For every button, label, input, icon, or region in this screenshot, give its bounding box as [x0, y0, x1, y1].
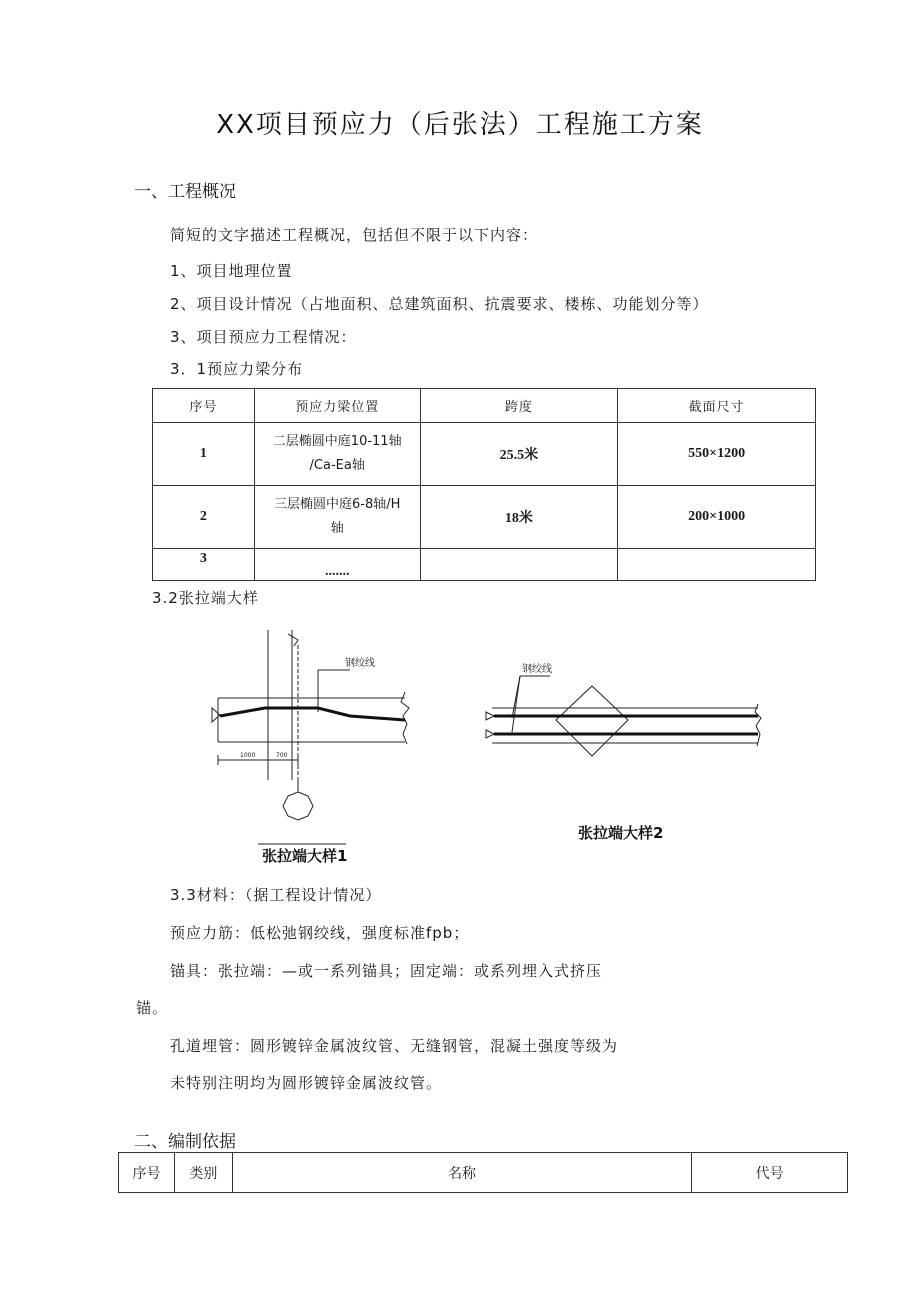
- materials-line: 未特别注明均为圆形镀锌金属波纹管。: [170, 1074, 443, 1092]
- beam-table: [152, 388, 816, 581]
- beam-location-line: 二层椭圆中庭10-11轴: [272, 434, 402, 449]
- beam-location-line: 轴: [330, 521, 344, 536]
- section-2-heading: 二、编制依据: [134, 1132, 236, 1152]
- header-cell: 跨度: [420, 389, 618, 423]
- figure-2-caption: 张拉端大样2: [578, 824, 664, 842]
- anchor-symbol: [212, 708, 220, 722]
- anchor-symbol: [486, 730, 494, 738]
- materials-line: 预应力筋：低松弛钢绞线，强度标准fpb；: [170, 924, 470, 942]
- dimension-label: 700: [276, 752, 288, 759]
- break-mark: [755, 704, 761, 746]
- header-cell: 预应力梁位置: [254, 389, 420, 423]
- beam-span: [420, 549, 618, 581]
- beam-location: .......: [254, 549, 420, 581]
- row-number: 1: [153, 423, 255, 486]
- section-1-heading: 一、工程概况: [134, 182, 236, 202]
- header-cell: 代号: [692, 1153, 848, 1193]
- table-header-row: [119, 1153, 848, 1193]
- item-2: 2、项目设计情况（占地面积、总建筑面积、抗震要求、楼栋、功能划分等）: [170, 295, 709, 313]
- subsection-3-1: 3．1预应力梁分布: [170, 360, 304, 378]
- table-row: [153, 423, 816, 486]
- subsection-3-2: 3.2张拉端大样: [152, 589, 259, 607]
- basis-table: [118, 1152, 848, 1193]
- axis-bubble: [283, 792, 313, 820]
- beam-location-line: 三层椭圆中庭6-8轴/H: [274, 497, 401, 512]
- subsection-3-3: 3.3材料：（据工程设计情况）: [170, 886, 382, 904]
- anchor-symbol: [486, 712, 494, 720]
- intro-text: 简短的文字描述工程概况，包括但不限于以下内容：: [170, 226, 539, 244]
- break-mark: [288, 634, 298, 646]
- header-cell: 截面尺寸: [618, 389, 816, 423]
- anchorage-detail-2-figure: [478, 648, 778, 858]
- label-leader: [512, 676, 520, 732]
- beam-location-line: /Ca-Ea轴: [309, 458, 365, 473]
- header-cell: 序号: [153, 389, 255, 423]
- figure-1-caption: 张拉端大样1: [262, 847, 348, 865]
- beam-span: 18米: [420, 486, 618, 549]
- row-number: 2: [153, 486, 255, 549]
- materials-line: 锚具：张拉端：—或一系列锚具；固定端：或系列埋入式挤压: [170, 962, 603, 980]
- break-mark: [401, 692, 409, 744]
- header-cell: 名称: [232, 1153, 691, 1193]
- materials-line: 锚。: [136, 999, 169, 1017]
- table-header-row: [153, 389, 816, 423]
- table-row: [153, 549, 816, 581]
- row-number: 3: [153, 549, 255, 581]
- item-3: 3、项目预应力工程情况：: [170, 328, 357, 346]
- dimension-label: 1000: [240, 752, 256, 759]
- table-row: [153, 486, 816, 549]
- column-diamond: [556, 686, 628, 756]
- document-title: XX项目预应力（后张法）工程施工方案: [216, 110, 704, 140]
- beam-location: [254, 486, 420, 549]
- tendon-label: 钢绞线: [522, 664, 552, 675]
- tendon-label: 钢绞线: [345, 658, 375, 669]
- beam-location: [254, 423, 420, 486]
- tendon-profile: [220, 708, 405, 720]
- item-1: 1、项目地理位置: [170, 262, 293, 280]
- beam-section: 200×1000: [618, 486, 816, 549]
- beam-section: 550×1200: [618, 423, 816, 486]
- beam-span: 25.5米: [420, 423, 618, 486]
- materials-line: 孔道埋管：圆形镀锌金属波纹管、无缝钢管，混凝土强度等级为: [170, 1037, 619, 1055]
- header-cell: 类别: [174, 1153, 232, 1193]
- header-cell: 序号: [119, 1153, 175, 1193]
- anchorage-detail-1-figure: [200, 620, 430, 870]
- beam-section: [618, 549, 816, 581]
